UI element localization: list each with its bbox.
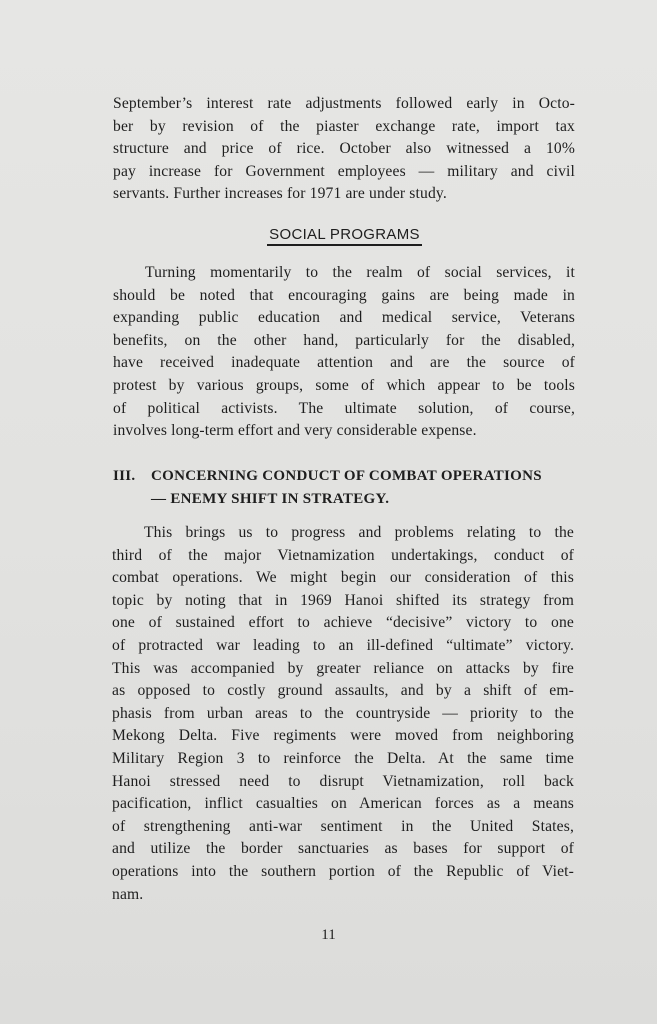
text-line: structure and price of rice. October also witnessed a 10% bbox=[113, 140, 575, 158]
part-number: III. bbox=[113, 468, 136, 484]
text-line: nam. bbox=[112, 885, 144, 903]
text-line: Military Region 3 to reinforce the Delta. At the same time bbox=[112, 749, 574, 767]
text-line: September’s interest rate adjustments followed early in Octo- bbox=[113, 95, 575, 112]
text-line: protest by various groups, some of which appear to be tools bbox=[113, 376, 575, 394]
text-line: one of sustained effort to achieve “decisive” victory to one bbox=[112, 614, 574, 632]
text-line: This was accompanied by greater reliance on attacks by fire bbox=[112, 659, 574, 677]
text-line: of political activists. The ultimate solution, of course, bbox=[113, 399, 575, 417]
text-line: should be noted that encouraging gains are being made in bbox=[113, 286, 575, 304]
text-line: of protracted war leading to an ill-defined “ultimate” victory. bbox=[112, 636, 574, 654]
text-line: Hanoi stressed need to disrupt Vietnamization, roll back bbox=[112, 772, 574, 790]
page-number: 11 bbox=[321, 927, 336, 943]
text-line: third of the major Vietnamization undertakings, conduct of bbox=[112, 546, 574, 564]
paragraph-interest-rates bbox=[113, 93, 575, 206]
text-line: servants. Further increases for 1971 are under study. bbox=[113, 185, 447, 203]
text-line: expanding public education and medical service, Veterans bbox=[113, 309, 575, 327]
text-line: have received inadequate attention and are the source of bbox=[113, 354, 575, 372]
text-line: operations into the southern portion of the Republic of Viet- bbox=[112, 862, 574, 880]
text-line: benefits, on the other hand, particularly for the disabled, bbox=[113, 331, 575, 349]
text-line: involves long-term effort and very considerable expense. bbox=[113, 422, 477, 440]
part-heading-combat-operations bbox=[113, 465, 583, 511]
text-line: phasis from urban areas to the countryside — priority to the bbox=[112, 704, 574, 722]
section-heading-social-programs bbox=[0, 226, 657, 246]
text-line: of strengthening anti-war sentiment in the United States, bbox=[112, 817, 574, 835]
paragraph-combat-operations bbox=[112, 522, 574, 906]
text-line: pay increase for Government employees — military and civil bbox=[113, 162, 575, 180]
text-line: pacification, inflict casualties on American forces as a means bbox=[112, 795, 574, 813]
text-line: Turning momentarily to the realm of social services, it bbox=[145, 264, 575, 281]
text-line: as opposed to costly ground assaults, and by a shift of em- bbox=[112, 682, 574, 700]
paragraph-social-programs bbox=[113, 262, 575, 443]
text-line: Mekong Delta. Five regiments were moved from neighboring bbox=[112, 727, 574, 745]
text-line: topic by noting that in 1969 Hanoi shifted its strategy from bbox=[112, 591, 574, 609]
part-heading-line-2: — ENEMY SHIFT IN STRATEGY. bbox=[151, 491, 390, 507]
text-line: ber by revision of the piaster exchange rate, import tax bbox=[113, 117, 575, 135]
text-line: This brings us to progress and problems relating to the bbox=[144, 524, 574, 541]
section-heading-text: SOCIAL PROGRAMS bbox=[267, 226, 422, 246]
text-line: and utilize the border sanctuaries as bases for support of bbox=[112, 840, 574, 858]
part-heading-line-1: CONCERNING CONDUCT OF COMBAT OPERATIONS bbox=[151, 468, 542, 484]
text-line: combat operations. We might begin our consideration of this bbox=[112, 569, 574, 587]
